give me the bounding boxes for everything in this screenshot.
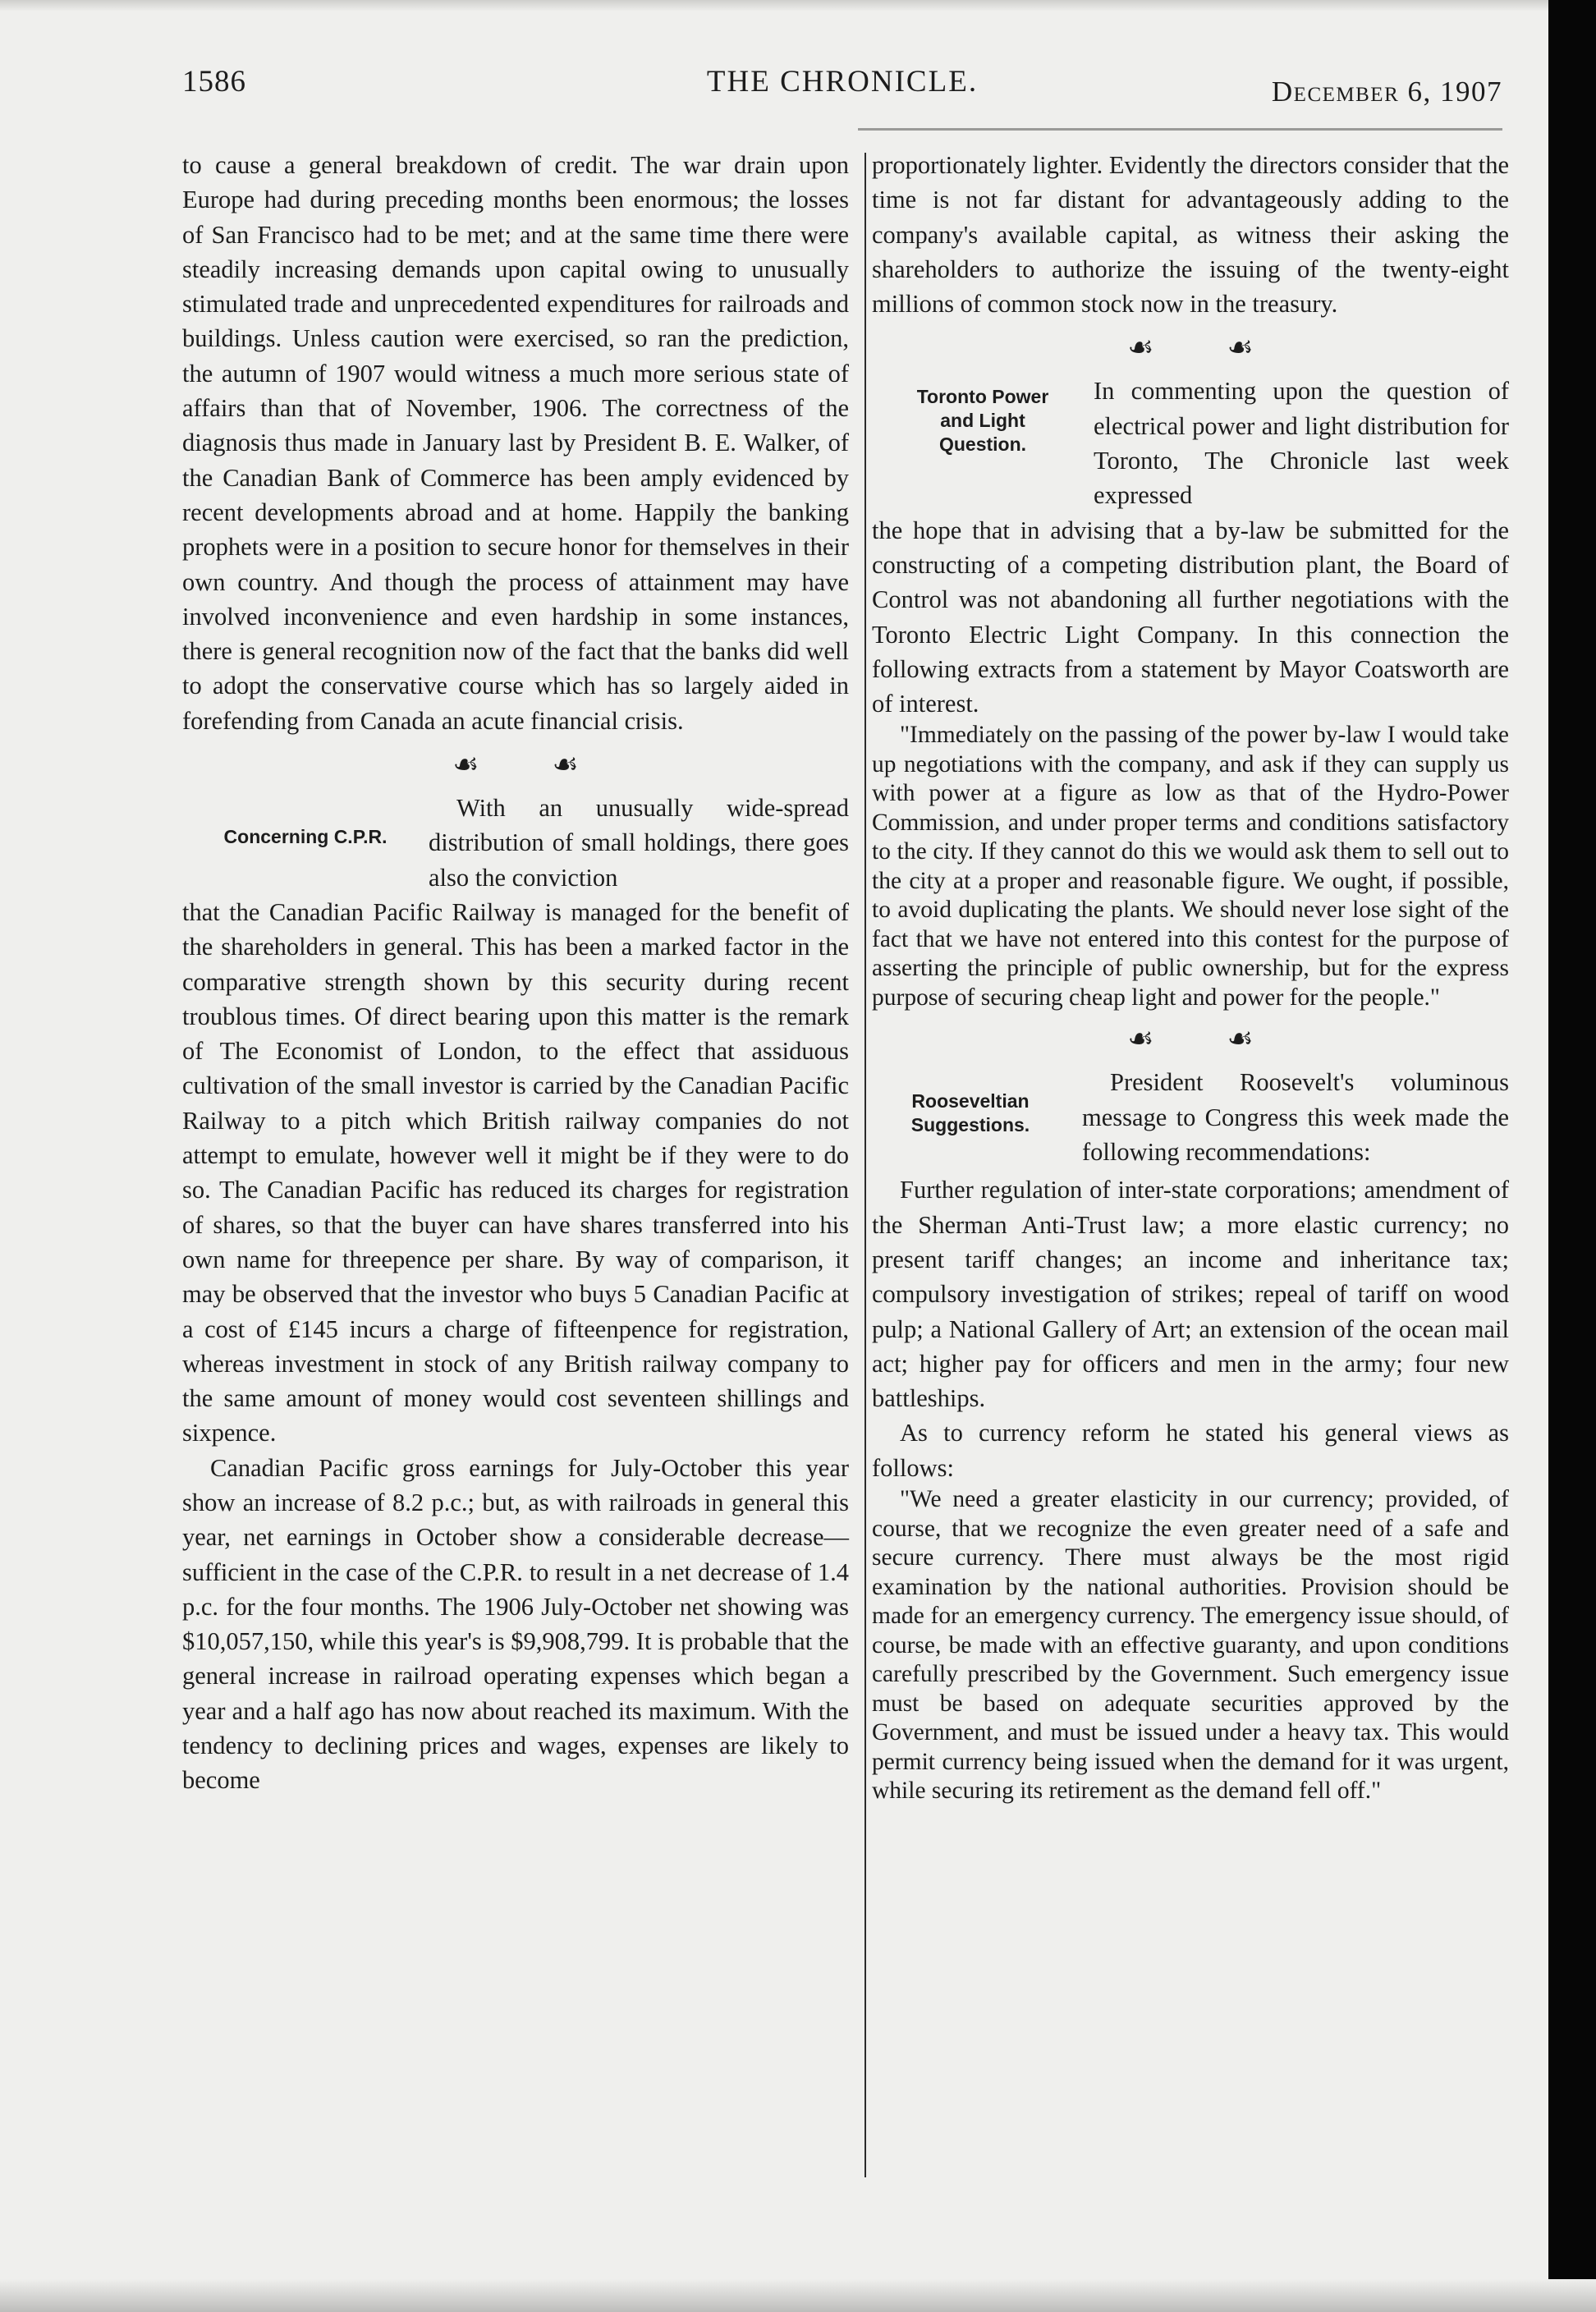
currency-intro: As to currency reform he stated his general views as follows:: [872, 1419, 1509, 1482]
cpr-earnings-paragraph: Canadian Pacific gross earnings for July-October this year show an increase of 8.2 p.c.; but, as with railroads in general this year, net earnings in October show a considerable decrease—sufficient in the case of the C.P.R. to result in a net decrease of 1.4 p.c. for the four months. The 1906 July-October net showing was $10,057,150, while this year's is $9,908,799. It is probable that the general increase in railroad operating expenses which began a year and a half ago has now about reached its maximum. With the tendency to declining prices and wages, expenses are likely to become: [182, 1453, 849, 1795]
issue-date: December 6, 1907: [1271, 76, 1502, 108]
roosevelt-recommendations: Further regulation of inter-state corporations; amendment of the Sherman Anti-Trust law; a more elastic currency; no present tariff changes; an income and inheritance tax; compulsory investigation of strikes; repeal of tariff on wood pulp; a National Gallery of Art; an extension of the ocean mail act; higher pay for officers and men in the army; four new battleships.: [872, 1176, 1509, 1413]
cpr-lead-text: With an unusually wide-spread distribution of small holdings, there goes also the conviction: [429, 794, 849, 892]
roosevelt-heading-line-1: Rooseveltian: [911, 1090, 1030, 1112]
toronto-heading-line-2: and Light: [940, 410, 1025, 432]
page-number: 1586: [182, 65, 246, 99]
roosevelt-lead-text: President Roosevelt's voluminous message to Congress this week made the following recommendations:: [1082, 1068, 1509, 1167]
cpr-side-heading: [182, 791, 429, 849]
column-divider: [864, 153, 866, 2177]
scan-right-edge: [1548, 0, 1596, 2312]
toronto-section-lead: [872, 374, 1509, 512]
cpr-lead: [429, 791, 849, 895]
toronto-side-heading: [872, 374, 1094, 456]
cpr-section-lead: [182, 791, 849, 895]
toronto-lead-text: In commenting upon the question of electrical power and light distribution for Toronto, The Chronicle last week expressed: [1094, 377, 1509, 510]
roosevelt-heading-line-2: Suggestions.: [910, 1114, 1030, 1136]
page-header: [182, 56, 1502, 108]
section-ornament: ☙ ☙: [1127, 331, 1286, 365]
continuation-paragraph: proportionately lighter. Evidently the directors consider that the time is not far distant for advantageously adding to the company's available capital, as witness their asking the shareholders to authorize the issuing of the twenty-eight millions of common stock now in the treasury.: [872, 151, 1509, 319]
coatsworth-quote: "Immediately on the passing of the power by-law I would take up negotiations with the company, and ask if they can supply us with power at a figure as low as that of the Hydro-Power Commission, and under proper terms and conditions satisfactory to the city. If they cannot do this we would ask them to sell out to the city at a proper and reasonable figure. We ought, if possible, to avoid duplicating the plants. We should never lose sight of the fact that we have not entered into this contest for the purpose of asserting the principle of public ownership, but for the express purpose of securing cheap light and power for the people.": [872, 722, 1509, 1011]
cpr-body-paragraph: that the Canadian Pacific Railway is managed for the benefit of the shareholders in general. This has been a marked factor in the comparative strength shown by this security during recent troublous times. Of direct bearing upon this matter is the remark of The Economist of London, to the effect that assiduous cultivation of the small investor is carried by the Canadian Pacific Railway to a pitch which British railway companies do not attempt to emulate, however well it might be if they were to do so. The Canadian Pacific has reduced its charges for registration of shares, so that the buyer can have shares transferred into his own name for threepence per share. By way of comparison, it may be observed that the investor who buys 5 Canadian Pacific at a cost of £145 incurs a charge of fifteenpence for registration, whereas investment in stock of any British railway company to the same amount of money would cost seventeen shillings and sixpence.: [182, 897, 849, 1447]
toronto-heading-line-1: Toronto Power: [916, 386, 1049, 408]
roosevelt-lead: [1069, 1065, 1509, 1169]
section-ornament: ☙ ☙: [1127, 1022, 1286, 1056]
credit-breakdown-paragraph: to cause a general breakdown of credit. The war drain upon Europe had during preceding months been enormous; the losses of San Francisco had to be met; and at the same time there were steadily increasing demands upon capital owing to unusually stimulated trade and unprecedented expenditures for railroads and buildings. Unless caution were exercised, so ran the prediction, the autumn of 1907 would witness a much more serious state of affairs than that of November, 1906. The correctness of the diagnosis thus made in January last by President B. E. Walker, of the Canadian Bank of Commerce has been amply evidenced by recent developments abroad and at home. Happily the banking prophets were in a position to secure honor for themselves in their own country. And though the process of attainment may have involved inconvenience and even hardship in some instances, there is general recognition now of the fact that the banks did well to adopt the conservative course which has so largely aided in forefending from Canada an acute financial crisis.: [182, 151, 849, 735]
scan-bottom-edge: [0, 2279, 1596, 2312]
left-column: [182, 148, 849, 1798]
section-ornament: ☙ ☙: [452, 748, 612, 782]
journal-title: THE CHRONICLE.: [706, 65, 979, 99]
currency-quote: "We need a greater elasticity in our currency; provided, of course, that we recognize the even greater need of a safe and secure currency. There must always be the most rigid examination by the national authorities. Provision should be made for an emergency currency. The emergency issue should, of course, be made with an effective guaranty, and upon conditions carefully prescribed by the Government. Such emergency issue must be based on adequate securities approved by the Government, and must be issued under a heavy tax. This would permit currency being issued when the demand for it was urgent, while securing its retirement as the demand fell off.": [872, 1486, 1509, 1805]
right-column: [872, 148, 1509, 1806]
toronto-heading-line-3: Question.: [938, 434, 1027, 456]
cpr-heading-text: Concerning C.P.R.: [223, 826, 388, 848]
header-rule: [858, 128, 1502, 131]
toronto-lead: [1094, 374, 1509, 512]
toronto-body-paragraph: the hope that in advising that a by-law be submitted for the constructing of a competing distribution plant, the Board of Control was not abandoning all further negotiations with the Toronto Electric Light Company. In this connection the following extracts from a statement by Mayor Coatsworth are of interest.: [872, 516, 1509, 718]
roosevelt-section-lead: [872, 1065, 1509, 1169]
roosevelt-side-heading: [872, 1065, 1069, 1137]
